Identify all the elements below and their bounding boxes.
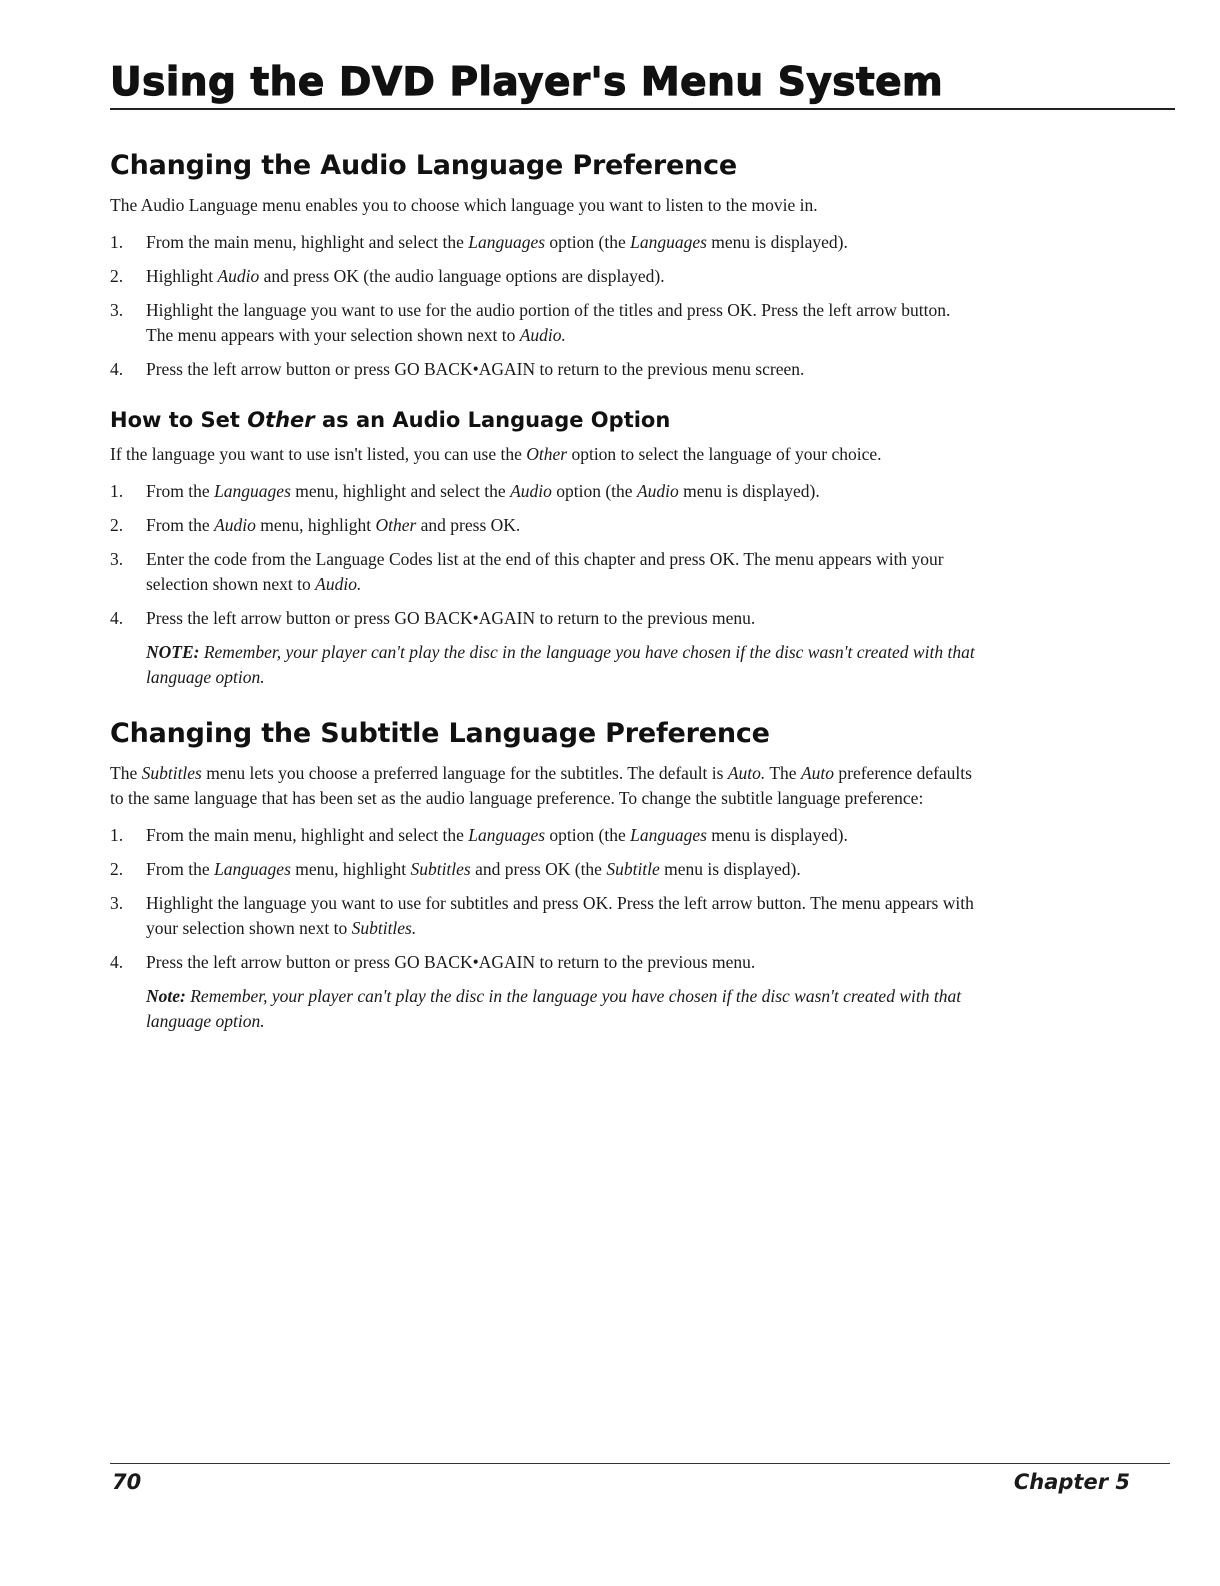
subtitle-section-note: Note: Remember, your player can't play the disc in the language you have chosen if the disc wasn't created with that language option.	[146, 986, 962, 1031]
chapter-label: Chapter 5	[1013, 1470, 1130, 1494]
list-item: 4. Press the left arrow button or press GO BACK•AGAIN to return to the previous menu screen.	[110, 359, 805, 379]
list-item: 3. Enter the code from the Language Codes list at the end of this chapter and press OK. The menu appears with your selection shown next to Audio.	[110, 549, 944, 594]
footer-divider	[110, 1463, 1170, 1464]
subtitle-steps-list	[110, 823, 980, 975]
other-steps-list	[110, 479, 980, 631]
list-item: 3. Highlight the language you want to use for subtitles and press OK. Press the left arrow button. The menu appears with your selection shown next to Subtitles.	[110, 893, 974, 938]
list-item: 1. From the main menu, highlight and select the Languages option (the Languages menu is displayed).	[110, 232, 848, 252]
list-item: 2. From the Languages menu, highlight Subtitles and press OK (the Subtitle menu is displayed).	[110, 859, 801, 879]
list-item: 1. From the Languages menu, highlight and select the Audio option (the Audio menu is displayed).	[110, 481, 820, 501]
subtitle-section-intro: The Subtitles menu lets you choose a preferred language for the subtitles. The default is Auto. The Auto preference defaults to the same language that has been set as the audio language preference. To change the subtitle language preference:	[110, 763, 972, 808]
audio-section-heading: Changing the Audio Language Preference	[110, 150, 737, 181]
list-item: 2. Highlight Audio and press OK (the audio language options are displayed).	[110, 266, 665, 286]
other-section-intro: If the language you want to use isn't listed, you can use the Other option to select the language of your choice.	[110, 444, 882, 464]
audio-section-intro: The Audio Language menu enables you to choose which language you want to listen to the movie in.	[110, 195, 818, 215]
page-number: 70	[112, 1470, 142, 1494]
list-item: 2. From the Audio menu, highlight Other and press OK.	[110, 515, 521, 535]
list-item: 3. Highlight the language you want to use for the audio portion of the titles and press OK. Press the left arrow button. The menu appears with your selection shown next to Audio.	[110, 300, 951, 345]
page-content	[110, 150, 980, 1060]
title-divider	[110, 108, 1175, 110]
subtitle-section-heading: Changing the Subtitle Language Preference	[110, 718, 770, 749]
other-section-note: NOTE: Remember, your player can't play the disc in the language you have chosen if the disc wasn't created with that language option.	[146, 642, 975, 687]
subtitle-language-section	[110, 718, 980, 1034]
audio-language-section	[110, 150, 980, 382]
list-item: 4. Press the left arrow button or press GO BACK•AGAIN to return to the previous menu.	[110, 952, 756, 972]
other-option-section	[110, 408, 980, 690]
page-title: Using the DVD Player's Menu System	[110, 60, 944, 105]
list-item: 1. From the main menu, highlight and select the Languages option (the Languages menu is displayed).	[110, 825, 848, 845]
list-item: 4. Press the left arrow button or press GO BACK•AGAIN to return to the previous menu.	[110, 608, 756, 628]
audio-steps-list	[110, 230, 980, 382]
other-section-heading: How to Set Other as an Audio Language Option	[110, 408, 671, 432]
